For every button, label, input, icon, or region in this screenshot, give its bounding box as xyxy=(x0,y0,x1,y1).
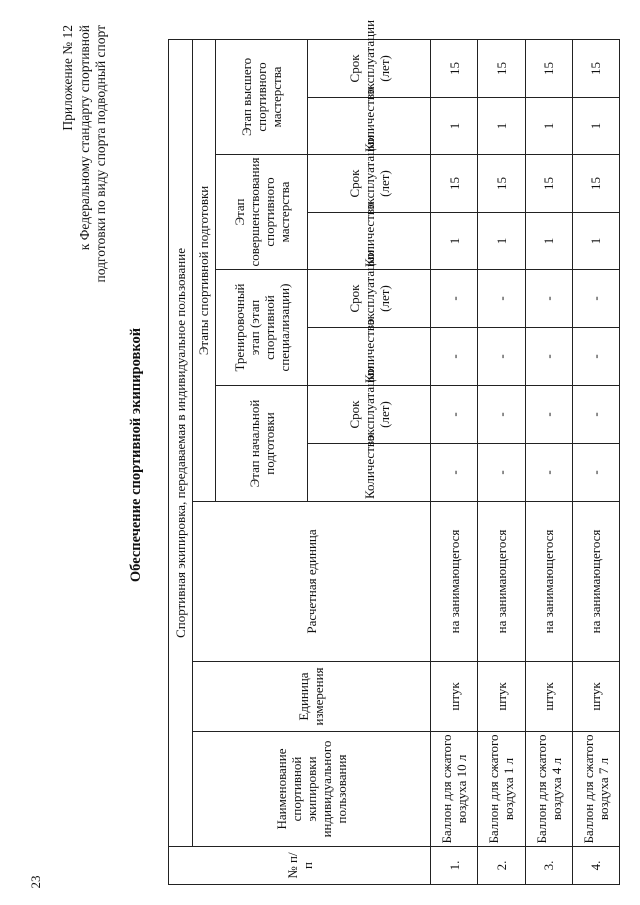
page-number: 23 xyxy=(28,875,43,889)
cell-s2-term: - xyxy=(478,270,525,328)
subheader-term: Срок эксплуатации (лет) xyxy=(307,155,430,213)
row-calc: на занимающегося xyxy=(478,502,525,662)
header-stages: Этапы спортивной подготовки xyxy=(192,39,216,501)
appendix-line-2: к Федеральному стандарту спортивной xyxy=(76,25,92,251)
cell-s1-qty: - xyxy=(572,444,619,502)
cell-s3-term: 15 xyxy=(431,155,478,213)
cell-s4-qty: 1 xyxy=(431,98,478,155)
cell-s4-qty: 1 xyxy=(572,98,619,155)
stage-header-4: Этап высшего спортивного мастерства xyxy=(216,39,308,154)
header-unit: Единица измерения xyxy=(192,662,431,732)
table-row xyxy=(478,39,525,884)
cell-s3-qty: 1 xyxy=(525,213,572,270)
subheader-qty: Количество xyxy=(307,213,430,270)
row-name: Баллон для сжатого воздуха 1 л xyxy=(478,732,525,847)
cell-s3-term: 15 xyxy=(478,155,525,213)
cell-s4-qty: 1 xyxy=(525,98,572,155)
subheader-qty: Количество xyxy=(307,444,430,502)
cell-s1-qty: - xyxy=(525,444,572,502)
stage-header-1: Этап начальной подготовки xyxy=(216,386,308,502)
cell-s4-qty: 1 xyxy=(478,98,525,155)
cell-s1-term: - xyxy=(525,386,572,444)
cell-s3-qty: 1 xyxy=(431,213,478,270)
cell-s2-qty: - xyxy=(525,328,572,386)
row-calc: на занимающегося xyxy=(572,502,619,662)
row-unit: штук xyxy=(478,662,525,732)
cell-s3-qty: 1 xyxy=(478,213,525,270)
row-unit: штук xyxy=(525,662,572,732)
cell-s2-term: - xyxy=(525,270,572,328)
row-calc: на занимающегося xyxy=(431,502,478,662)
row-num: 3. xyxy=(525,847,572,885)
appendix-line-3: подготовки по виду спорта подводный спорт xyxy=(93,25,108,283)
cell-s3-qty: 1 xyxy=(572,213,619,270)
subheader-qty: Количество xyxy=(307,328,430,386)
table-row xyxy=(525,39,572,884)
row-num: 1. xyxy=(431,847,478,885)
document-title: Обеспечение спортивной экипировкой xyxy=(128,327,144,583)
cell-s4-term: 15 xyxy=(572,39,619,97)
cell-s4-term: 15 xyxy=(525,39,572,97)
cell-s1-term: - xyxy=(431,386,478,444)
row-name: Баллон для сжатого воздуха 10 л xyxy=(431,732,478,847)
appendix-line-1: Приложение № 12 xyxy=(60,25,75,131)
stage-header-3: Этап совершенствования спортивного мастерства xyxy=(216,155,308,270)
row-num: 2. xyxy=(478,847,525,885)
subheader-term: Срок эксплуатации (лет) xyxy=(307,386,430,444)
cell-s2-qty: - xyxy=(431,328,478,386)
cell-s2-qty: - xyxy=(572,328,619,386)
appendix-header xyxy=(60,25,110,305)
subheader-term: Срок эксплуатации (лет) xyxy=(307,270,430,328)
row-num: 4. xyxy=(572,847,619,885)
row-calc: на занимающегося xyxy=(525,502,572,662)
cell-s1-qty: - xyxy=(431,444,478,502)
cell-s3-term: 15 xyxy=(525,155,572,213)
cell-s4-term: 15 xyxy=(478,39,525,97)
row-name: Баллон для сжатого воздуха 7 л xyxy=(572,732,619,847)
cell-s2-term: - xyxy=(431,270,478,328)
header-num: № п/п xyxy=(169,847,431,885)
cell-s4-term: 15 xyxy=(431,39,478,97)
header-group: Спортивная экипировка, передаваемая в индивидуальное пользование xyxy=(169,39,193,846)
cell-s2-term: - xyxy=(572,270,619,328)
table-row xyxy=(431,39,478,884)
cell-s2-qty: - xyxy=(478,328,525,386)
header-calc: Расчетная единица xyxy=(192,502,431,662)
table-row xyxy=(572,39,619,884)
equipment-table xyxy=(168,19,620,885)
row-unit: штук xyxy=(431,662,478,732)
cell-s1-term: - xyxy=(478,386,525,444)
cell-s3-term: 15 xyxy=(572,155,619,213)
subheader-qty: Количество xyxy=(307,98,430,155)
subheader-term: Срок эксплуатации (лет) xyxy=(307,39,430,97)
header-name: Наименование спортивной экипировки индивидуального пользования xyxy=(192,732,431,847)
cell-s1-qty: - xyxy=(478,444,525,502)
row-name: Баллон для сжатого воздуха 4 л xyxy=(525,732,572,847)
stage-header-2: Тренировочный этап (этап спортивной специализации) xyxy=(216,270,308,386)
row-unit: штук xyxy=(572,662,619,732)
cell-s1-term: - xyxy=(572,386,619,444)
